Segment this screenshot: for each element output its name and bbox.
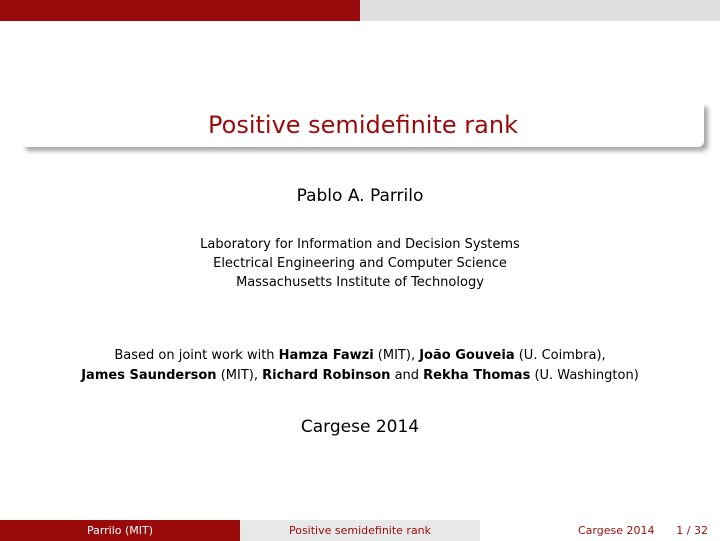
top-bar-empty [360,0,720,21]
joint-work-line-1: Based on joint work with Hamza Fawzi (MIT), João Gouveia (U. Coimbra), [114,348,606,363]
affiliation-line: Electrical Engineering and Computer Science [213,256,507,271]
footer [0,520,720,541]
footer-right [480,520,720,541]
event-name: Cargese 2014 [300,417,420,437]
footer-event: Cargese 2014 [578,524,655,537]
footer-title: Positive semidefinite rank [240,520,480,541]
top-bar-filled [0,0,360,21]
coauthor: João Gouveia [419,348,515,363]
affiliation-line: Laboratory for Information and Decision Systems [200,237,520,252]
author-name: Pablo A. Parrilo [296,186,424,206]
slide-title: Positive semidefinite rank [208,111,518,139]
footer-author: Parrilo (MIT) [0,520,240,541]
joint-work-line-2: James Saunderson (MIT), Richard Robinson and Rekha Thomas (U. Washington) [81,368,639,383]
joint-work [0,346,720,386]
coauthor: Richard Robinson [262,368,391,383]
coauthor: Rekha Thomas [423,368,531,383]
title-box [22,103,704,147]
top-progress-bar [0,0,720,21]
coauthor: Hamza Fawzi [278,348,374,363]
page-number: 1 / 32 [676,524,708,537]
affiliation-line: Massachusetts Institute of Technology [236,275,484,290]
coauthor: James Saunderson [81,368,217,383]
affiliation [0,235,720,292]
